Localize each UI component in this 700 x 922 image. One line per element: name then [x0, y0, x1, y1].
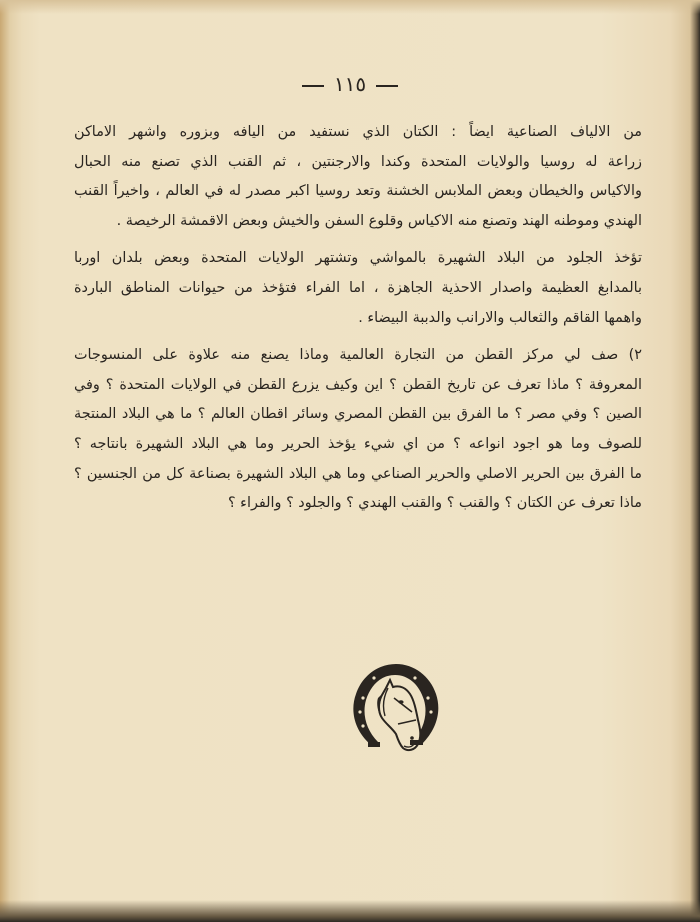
text-line: الصين ؟ وفي مصر ؟ ما الفرق بين القطن المصري وسائر اقطان العالم ؟ ما هي البلاد المنتجة [74, 406, 642, 423]
page-body [74, 118, 642, 527]
paragraph-fibers [74, 118, 642, 236]
text-line: للصوف وما هو اجود انواعه ؟ من اي شيء يؤخذ الحرير وما هي البلاد الشهيرة بانتاجه ؟ [74, 435, 642, 452]
text-line: بالمدابغ العظيمة واصدار الاحذية الجاهزة ، اما الفراء فتؤخذ من حيوانات المناطق الباردة [74, 279, 642, 296]
page-number-dash-left [376, 85, 398, 87]
page-number [0, 72, 700, 96]
text-line: تؤخذ الجلود من البلاد الشهيرة بالمواشي وتشتهر الولايات المتحدة وبعض بلدان اوربا [74, 250, 642, 267]
text-line: ٢) صف لي مركز القطن من التجارة العالمية وماذا يصنع منه علاوة على المنسوجات [74, 347, 642, 364]
text-line: من الالياف الصناعية ايضاً : الكتان الذي نستفيد من اليافه وبزوره واشهر الاماكن [74, 124, 642, 140]
page-number-text: ١١٥ [333, 72, 367, 96]
page-number-dash-right [302, 85, 324, 87]
paragraph-questions [74, 341, 642, 519]
paragraph-leather [74, 244, 642, 333]
text-line: الهندي وموطنه الهند وتصنع منه الاكياس وقلوع السفن والخيش وبعض الاقمشة الرخيصة . [116, 212, 642, 229]
text-line: زراعة له روسيا والولايات المتحدة وكندا والارجنتين ، ثم القنب الذي تصنع منه الحبال [74, 153, 642, 170]
text-line: المعروفة ؟ ماذا تعرف عن تاريخ القطن ؟ اين وكيف يزرع القطن في الولايات المتحدة ؟ وفي [74, 376, 642, 393]
text-line: والاكياس والخيطان وبعض الملابس الخشنة وتعد روسيا اكبر مصدر له في العالم ، واخيراً القنب [74, 183, 642, 200]
text-line: ماذا تعرف عن الكتان ؟ والقنب ؟ والقنب الهندي ؟ والجلود ؟ والفراء ؟ [227, 495, 642, 512]
horseshoe-horse-head-icon [348, 658, 440, 758]
text-line: واهمها القاقم والثعالب والارانب والدببة البيضاء . [358, 309, 642, 326]
text-line: ما الفرق بين الحرير الاصلي والحرير الصناعي وما هي البلاد الشهيرة بصناعة كل من الجنسين ؟ [74, 465, 642, 482]
